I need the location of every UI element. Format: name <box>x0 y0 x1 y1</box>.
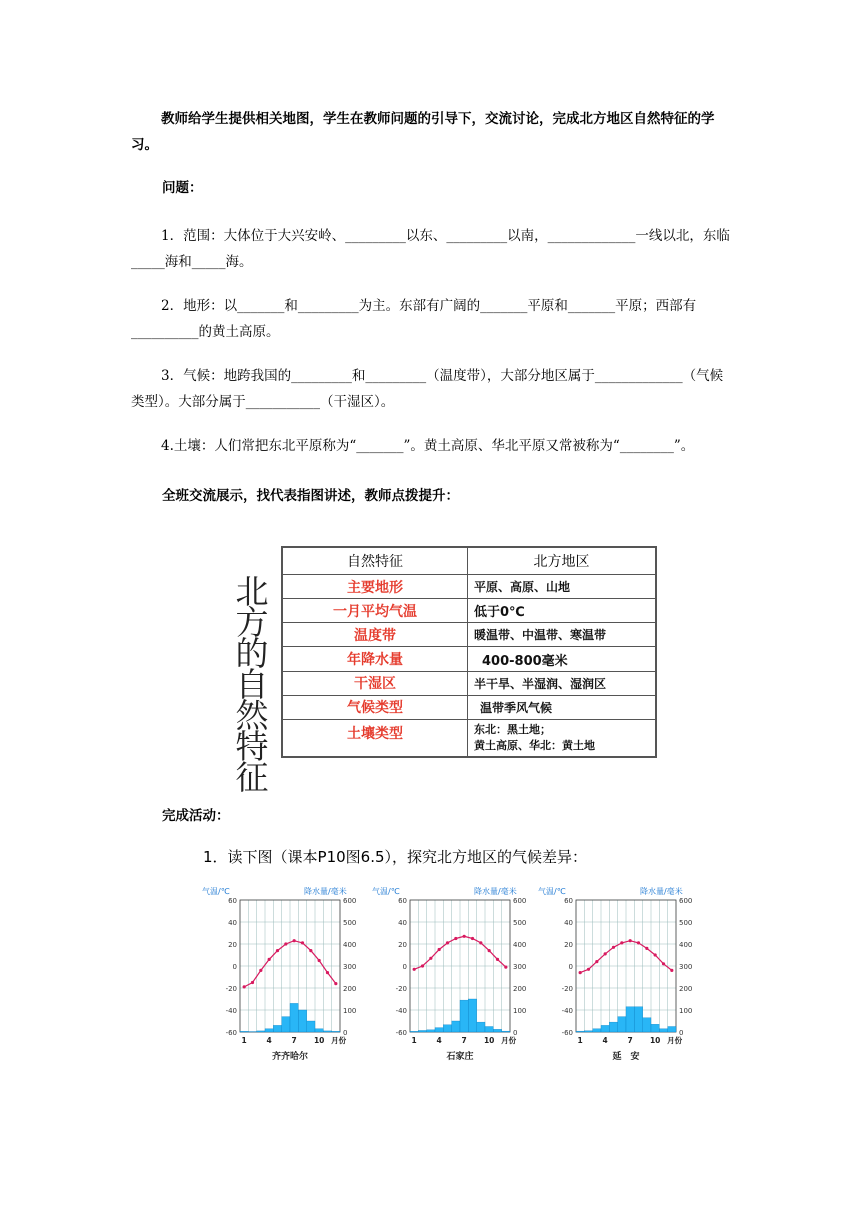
precipitation-bar <box>485 1027 493 1033</box>
temperature-point <box>604 952 607 955</box>
temperature-point <box>479 941 482 944</box>
precipitation-bar <box>668 1027 676 1033</box>
temperature-point <box>670 969 673 972</box>
precipitation-bar <box>477 1022 485 1032</box>
precipitation-bar <box>307 1021 315 1032</box>
month-tick-label: 10 <box>313 1036 325 1045</box>
precip-tick-label: 400 <box>343 941 356 949</box>
activity-line: 1．读下图（课本P10图6.5），探究北方地区的气候差异： <box>203 848 588 866</box>
precipitation-bar <box>601 1025 609 1032</box>
precipitation-bar <box>282 1017 290 1032</box>
temperature-point <box>654 953 657 956</box>
climate-chart-2 <box>370 884 526 1064</box>
temperature-point <box>268 958 271 961</box>
temperature-point <box>579 971 582 974</box>
precipitation-bar <box>298 1010 306 1032</box>
temp-tick-label: 40 <box>228 919 237 927</box>
precip-tick-label: 0 <box>513 1029 518 1037</box>
temp-tick-label: 60 <box>564 897 573 905</box>
climate-chart-3 <box>536 884 692 1064</box>
precipitation-bar <box>651 1024 659 1032</box>
temperature-point <box>612 946 615 949</box>
precipitation-bar <box>618 1017 626 1032</box>
temperature-point <box>587 968 590 971</box>
station-title: 石家庄 <box>446 1052 474 1062</box>
precipitation-bar <box>468 999 476 1032</box>
temp-tick-label: 60 <box>228 897 237 905</box>
precipitation-bar <box>452 1021 460 1032</box>
precip-tick-label: 200 <box>679 985 692 993</box>
month-tick-label: 4 <box>436 1036 442 1045</box>
temperature-point <box>629 939 632 942</box>
precipitation-bar <box>410 1031 418 1032</box>
temp-tick-label: 20 <box>398 941 407 949</box>
precip-tick-label: 300 <box>513 963 526 971</box>
temperature-point <box>276 949 279 952</box>
precipitation-bar <box>659 1029 667 1032</box>
precipitation-bar <box>427 1030 435 1032</box>
precipitation-bar <box>290 1003 298 1032</box>
temp-tick-label: 20 <box>564 941 573 949</box>
precip-tick-label: 600 <box>343 897 356 905</box>
temperature-point <box>471 937 474 940</box>
temperature-point <box>293 939 296 942</box>
temperature-point <box>454 937 457 940</box>
precipitation-bar <box>443 1025 451 1032</box>
precip-tick-label: 200 <box>513 985 526 993</box>
precipitation-bar <box>584 1031 592 1032</box>
table-row: 年降水量 400-800毫米 <box>282 647 656 671</box>
temp-tick-label: -40 <box>225 1007 237 1015</box>
temperature-point <box>309 949 312 952</box>
temperature-point <box>421 964 424 967</box>
temperature-point <box>301 941 304 944</box>
precip-tick-label: 500 <box>513 919 526 927</box>
precip-tick-label: 200 <box>343 985 356 993</box>
precipitation-bar <box>460 1000 468 1032</box>
question-3: 3．气候：地跨我国的_________和_________（温度带），大部分地区属于_____________（气候类型）。大部分属于___________（干湿区）。 <box>131 368 724 410</box>
precip-tick-label: 100 <box>343 1007 356 1015</box>
station-title: 延 安 <box>612 1052 640 1062</box>
climate-chart-1 <box>200 884 356 1064</box>
temp-tick-label: 0 <box>402 963 407 971</box>
precipitation-bar <box>634 1007 642 1032</box>
left-axis-title: 气温/℃ <box>372 887 400 896</box>
precipitation-bar <box>257 1031 265 1032</box>
month-tick-label: 1 <box>577 1036 583 1045</box>
temp-tick-label: -20 <box>561 985 573 993</box>
temp-tick-label: -20 <box>225 985 237 993</box>
table-row: 干湿区 半干旱、半湿润、湿润区 <box>282 671 656 695</box>
temperature-point <box>318 959 321 962</box>
temperature-point <box>326 971 329 974</box>
vertical-title: 北 方 的 自 然 特 征 <box>235 572 269 797</box>
temperature-point <box>429 957 432 960</box>
month-tick-label: 4 <box>602 1036 608 1045</box>
precip-tick-label: 400 <box>679 941 692 949</box>
left-axis-title: 气温/℃ <box>538 887 566 896</box>
precipitation-bar <box>609 1022 617 1032</box>
precipitation-bar <box>502 1031 510 1032</box>
precip-tick-label: 600 <box>513 897 526 905</box>
temperature-point <box>496 958 499 961</box>
precip-tick-label: 400 <box>513 941 526 949</box>
month-tick-label: 7 <box>627 1036 633 1045</box>
intro-paragraph: 教师给学生提供相关地图，学生在教师问题的引导下，交流讨论，完成北方地区自然特征的学习。 <box>131 111 715 153</box>
month-tick-label: 4 <box>266 1036 272 1045</box>
precipitation-bar <box>332 1031 340 1032</box>
features-table <box>281 546 657 758</box>
temp-tick-label: 40 <box>398 919 407 927</box>
temperature-point <box>504 966 507 969</box>
precipitation-bar <box>626 1007 634 1032</box>
temp-tick-label: -20 <box>395 985 407 993</box>
precip-tick-label: 0 <box>343 1029 348 1037</box>
month-unit-label: 月份 <box>667 1036 683 1045</box>
precipitation-bar <box>323 1031 331 1032</box>
right-axis-title: 降水量/毫米 <box>474 887 517 896</box>
activity-label: 完成活动： <box>162 808 230 824</box>
question-2: 2．地形：以_______和_________为主。东部有广阔的_______平原和_______平原；西部有__________的黄土高原。 <box>131 298 697 340</box>
temperature-point <box>662 962 665 965</box>
table-row: 气候类型 温带季风气候 <box>282 695 656 719</box>
precip-tick-label: 0 <box>679 1029 684 1037</box>
table-row: 温度带 暖温带、中温带、寒温带 <box>282 623 656 647</box>
temp-tick-label: -60 <box>225 1029 237 1037</box>
right-axis-title: 降水量/毫米 <box>304 887 347 896</box>
temperature-point <box>334 982 337 985</box>
features-figure <box>228 546 660 797</box>
station-title: 齐齐哈尔 <box>271 1052 309 1062</box>
temp-tick-label: 0 <box>232 963 237 971</box>
month-tick-label: 1 <box>241 1036 247 1045</box>
temperature-point <box>446 941 449 944</box>
precipitation-bar <box>265 1029 273 1032</box>
month-tick-label: 1 <box>411 1036 417 1045</box>
precip-tick-label: 100 <box>679 1007 692 1015</box>
precipitation-bar <box>493 1029 501 1032</box>
precip-tick-label: 300 <box>343 963 356 971</box>
right-axis-title: 降水量/毫米 <box>640 887 683 896</box>
table-row: 一月平均气温 低于0℃ <box>282 599 656 623</box>
month-tick-label: 10 <box>649 1036 661 1045</box>
precipitation-bar <box>576 1031 584 1032</box>
temperature-point <box>637 941 640 944</box>
temperature-point <box>284 942 287 945</box>
temp-tick-label: 20 <box>228 941 237 949</box>
temp-tick-label: -60 <box>395 1029 407 1037</box>
precipitation-bar <box>593 1029 601 1032</box>
precip-tick-label: 100 <box>513 1007 526 1015</box>
temperature-point <box>488 949 491 952</box>
temp-tick-label: 40 <box>564 919 573 927</box>
precip-tick-label: 500 <box>343 919 356 927</box>
precipitation-bar <box>240 1031 248 1032</box>
temperature-point <box>259 969 262 972</box>
temperature-point <box>413 968 416 971</box>
temperature-point <box>645 947 648 950</box>
precipitation-bar <box>643 1018 651 1032</box>
question-4: 4.土壤：人们常把东北平原称为“_______”。黄土高原、华北平原又常被称为“________”。 <box>161 438 695 454</box>
month-tick-label: 10 <box>483 1036 495 1045</box>
temp-tick-label: 0 <box>568 963 573 971</box>
table-header-feature: 自然特征 <box>282 547 468 575</box>
table-row: 主要地形 平原、高原、山地 <box>282 575 656 599</box>
temperature-point <box>463 935 466 938</box>
precip-tick-label: 500 <box>679 919 692 927</box>
table-row: 土壤类型 东北：黑土地； 黄土高原、华北：黄土地 <box>282 719 656 757</box>
temp-tick-label: 60 <box>398 897 407 905</box>
month-tick-label: 7 <box>291 1036 297 1045</box>
temperature-point <box>595 960 598 963</box>
month-tick-label: 7 <box>461 1036 467 1045</box>
left-axis-title: 气温/℃ <box>202 887 230 896</box>
question-1: 1．范围：大体位于大兴安岭、_________以东、_________以南，_____________一线以北，东临_____海和_____海。 <box>131 228 730 270</box>
precipitation-bar <box>418 1030 426 1032</box>
temp-tick-label: -40 <box>561 1007 573 1015</box>
temp-tick-label: -40 <box>395 1007 407 1015</box>
temperature-point <box>251 981 254 984</box>
precipitation-bar <box>273 1025 281 1032</box>
precipitation-bar <box>435 1028 443 1032</box>
questions-label: 问题： <box>162 180 203 196</box>
temperature-point <box>438 948 441 951</box>
temperature-point <box>620 941 623 944</box>
temp-tick-label: -60 <box>561 1029 573 1037</box>
exchange-label: 全班交流展示，找代表指图讲述，教师点拨提升： <box>162 488 459 504</box>
precip-tick-label: 600 <box>679 897 692 905</box>
month-unit-label: 月份 <box>331 1036 347 1045</box>
precip-tick-label: 300 <box>679 963 692 971</box>
table-header-region: 北方地区 <box>468 547 657 575</box>
month-unit-label: 月份 <box>501 1036 517 1045</box>
precipitation-bar <box>315 1029 323 1032</box>
temperature-point <box>243 985 246 988</box>
